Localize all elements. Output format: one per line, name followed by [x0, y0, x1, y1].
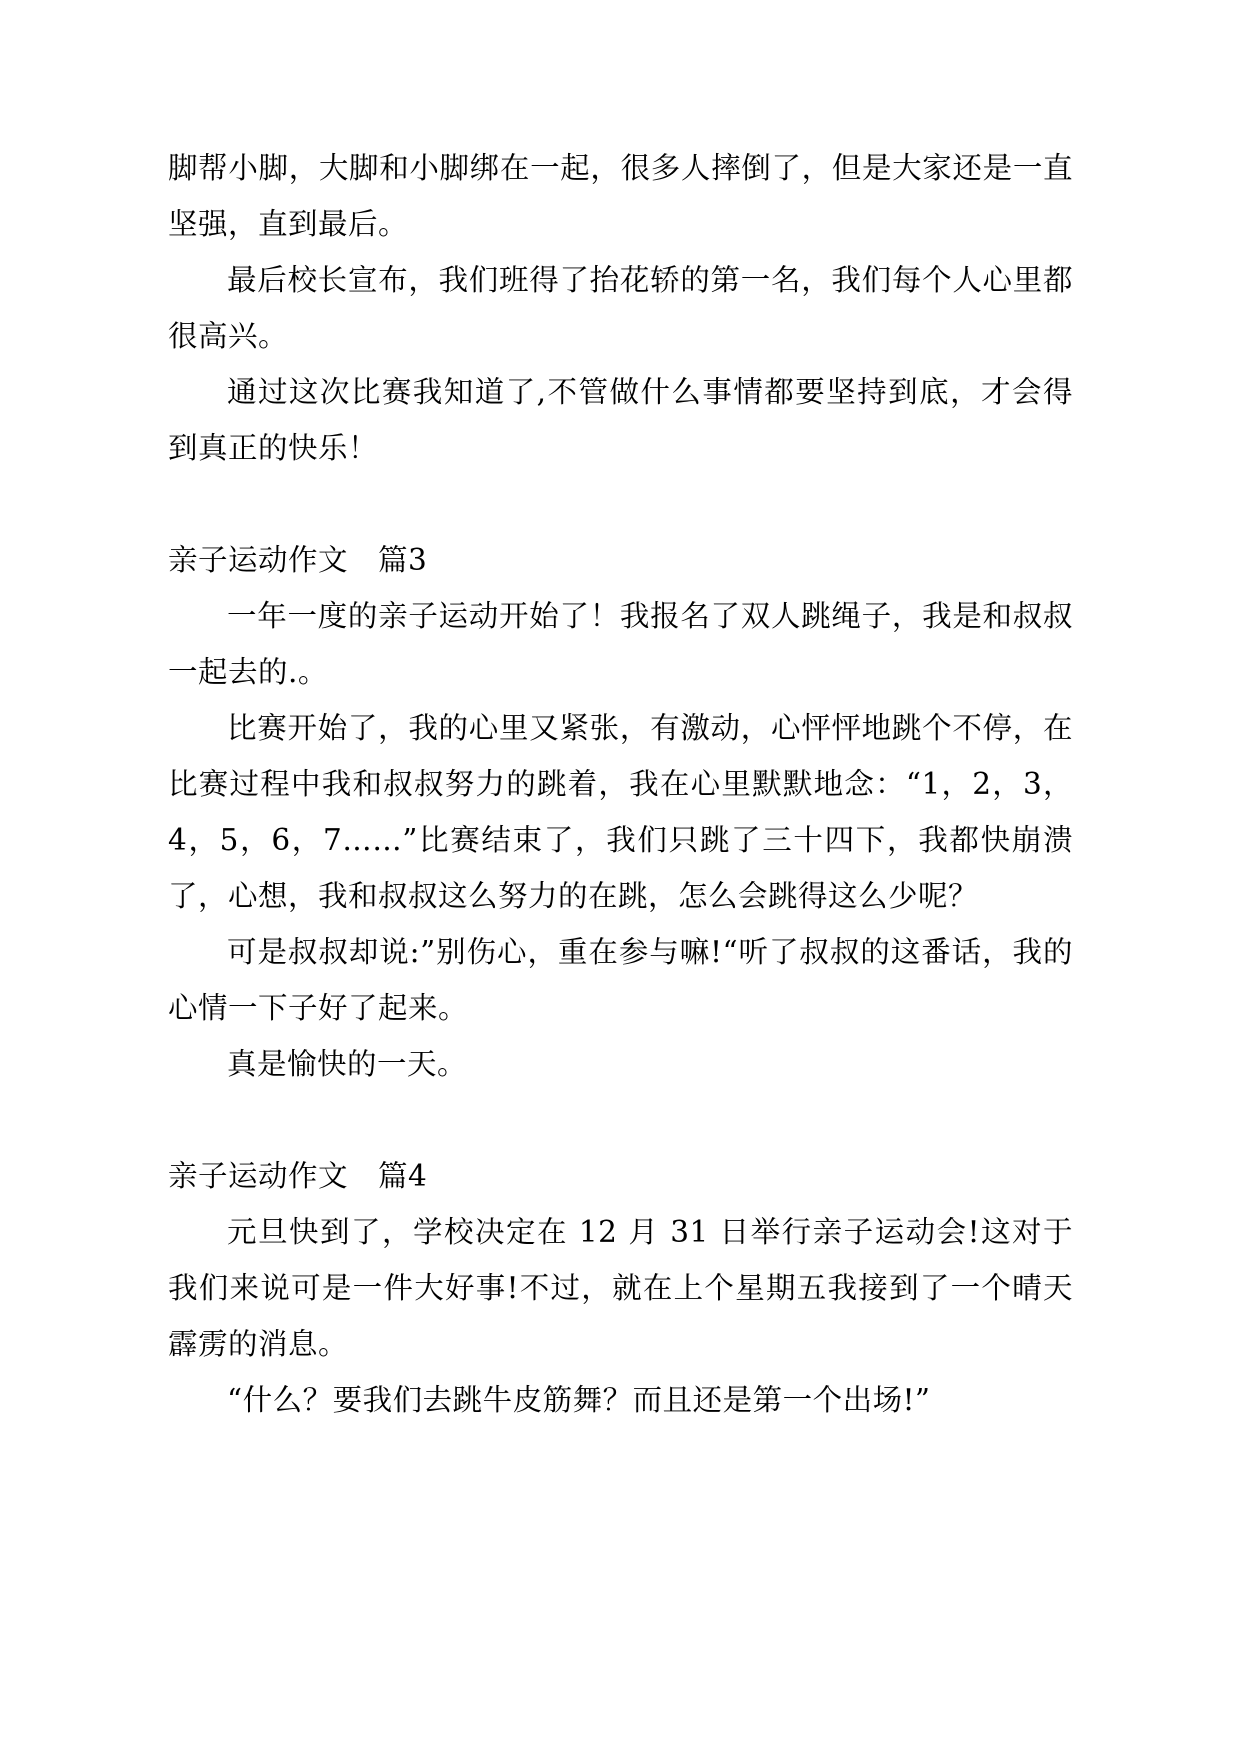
section-heading-pian4: 亲子运动作文 篇4	[168, 1159, 428, 1193]
paragraph: 一年一度的亲子运动开始了！我报名了双人跳绳子，我是和叔叔一起去的.。	[168, 599, 1073, 689]
paragraph: 比赛开始了，我的心里又紧张，有激动，心怦怦地跳个不停，在比赛过程中我和叔叔努力的跳着，我在心里默默地念：“1，2，3，4，5，6，7……”比赛结束了，我们只跳了三十四下，我都快崩溃了，心想，我和叔叔这么努力的在跳，怎么会跳得这么少呢？	[168, 711, 1073, 913]
paragraph: 可是叔叔却说:”别伤心，重在参与嘛!“听了叔叔的这番话，我的心情一下子好了起来。	[168, 935, 1073, 1025]
paragraph: 通过这次比赛我知道了,不管做什么事情都要坚持到底，才会得到真正的快乐！	[168, 375, 1073, 465]
section-heading-pian3: 亲子运动作文 篇3	[168, 543, 428, 577]
section-spacer	[168, 1092, 1073, 1148]
paragraph: 真是愉快的一天。	[227, 1047, 468, 1081]
document-body	[168, 140, 1073, 1428]
paragraph: 元旦快到了，学校决定在 12 月 31 日举行亲子运动会!这对于我们来说可是一件大好事!不过，就在上个星期五我接到了一个晴天霹雳的消息。	[168, 1215, 1073, 1361]
paragraph: 最后校长宣布，我们班得了抬花轿的第一名，我们每个人心里都很高兴。	[168, 263, 1073, 353]
paragraph: 脚帮小脚，大脚和小脚绑在一起，很多人摔倒了，但是大家还是一直坚强，直到最后。	[168, 151, 1073, 241]
section-spacer	[168, 476, 1073, 532]
paragraph: “什么？要我们去跳牛皮筋舞？而且还是第一个出场!”	[227, 1383, 931, 1417]
